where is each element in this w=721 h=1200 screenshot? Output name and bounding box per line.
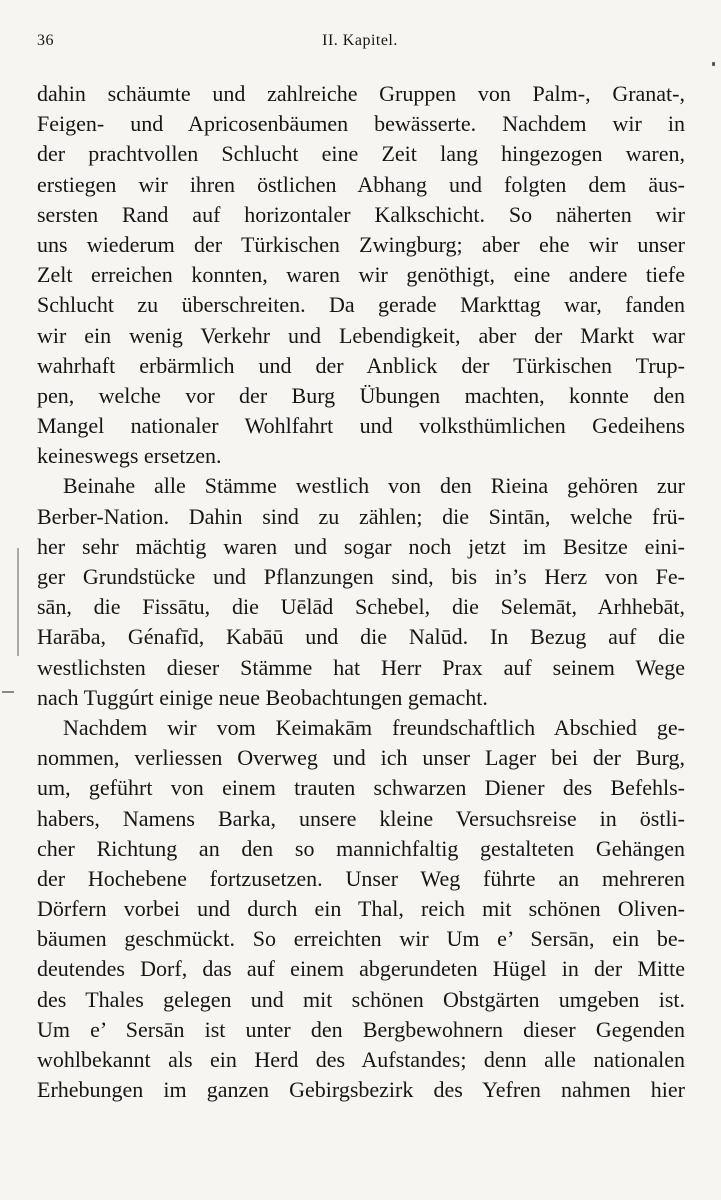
print-speck (712, 62, 715, 66)
text-line: wohlbekannt als ein Herd des Aufstandes; denn alle nationalen (37, 1047, 685, 1072)
text-line: der prachtvollen Schlucht eine Zeit lang hingezogen waren, (37, 141, 685, 167)
text-line: erstiegen wir ihren östlichen Abhang und folgten dem äus- (37, 171, 685, 197)
page-number: 36 (37, 32, 54, 49)
text-line: pen, welche vor der Burg Übungen machten, konnte den (37, 382, 685, 408)
text-line: Beinahe alle Stämme westlich von den Rieina gehören zur (63, 473, 685, 499)
text-line: sān, die Fissātu, die Uēlād Schebel, die Selemāt, Arhhebāt, (37, 594, 685, 620)
margin-mark-line (17, 548, 19, 656)
margin-mark-dash (2, 691, 14, 693)
body-text (37, 79, 685, 1105)
text-line: nommen, verliessen Overweg und ich unser Lager bei der Burg, (37, 745, 685, 771)
text-line: um, geführt von einem trauten schwarzen Diener des Befehls- (37, 775, 685, 801)
text-line: nach Tuggúrt einige neue Beobachtungen gemacht. (37, 684, 488, 710)
text-line: Harāba, Génafīd, Kabāū und die Nalūd. In Bezug auf die (37, 624, 685, 650)
text-line: Feigen- und Apricosenbäumen bewässerte. Nachdem wir in (37, 111, 685, 137)
text-line: Schlucht zu überschreiten. Da gerade Markttag war, fanden (37, 292, 685, 318)
text-line: Zelt erreichen konnten, waren wir genöthigt, eine andere tiefe (37, 262, 685, 288)
text-line: Berber-Nation. Dahin sind zu zählen; die Sintān, welche frü- (37, 503, 685, 529)
text-line: uns wiederum der Türkischen Zwingburg; aber ehe wir unser (37, 231, 685, 257)
running-head: II. Kapitel. (322, 32, 398, 49)
text-line: westlichsten dieser Stämme hat Herr Prax auf seinem Wege (37, 654, 685, 680)
text-line: des Thales gelegen und mit schönen Obstgärten umgeben ist. (37, 986, 685, 1012)
text-line: her sehr mächtig waren und sogar noch jetzt im Besitze eini- (37, 533, 685, 559)
text-line: dahin schäumte und zahlreiche Gruppen von Palm-, Granat-, (37, 81, 685, 106)
text-line: Um e’ Sersān ist unter den Bergbewohnern dieser Gegenden (37, 1016, 685, 1042)
text-line: Nachdem wir vom Keimakām freundschaftlich Abschied ge- (63, 714, 685, 740)
text-line: Dörfern vorbei und durch ein Thal, reich mit schönen Oliven- (37, 896, 685, 922)
text-line: deutendes Dorf, das auf einem abgerundeten Hügel in der Mitte (37, 956, 685, 982)
text-line: Mangel nationaler Wohlfahrt und volksthümlichen Gedeihens (37, 413, 685, 439)
text-line: wahrhaft erbärmlich und der Anblick der Türkischen Trup- (37, 352, 685, 378)
text-line: ger Grundstücke und Pflanzungen sind, bis in’s Herz von Fe- (37, 564, 685, 589)
text-line: der Hochebene fortzusetzen. Unser Weg führte an mehreren (37, 865, 685, 891)
text-line: bäumen geschmückt. So erreichten wir Um e’ Sersān, ein be- (37, 926, 685, 952)
page-header (37, 32, 683, 58)
text-line: cher Richtung an den so mannichfaltig gestalteten Gehängen (37, 835, 685, 861)
text-line: habers, Namens Barka, unsere kleine Versuchsreise in östli- (37, 805, 685, 831)
text-line: keineswegs ersetzen. (37, 443, 222, 469)
text-line: sersten Rand auf horizontaler Kalkschicht. So näherten wir (37, 201, 685, 227)
text-line: Erhebungen im ganzen Gebirgsbezirk des Yefren nahmen hier (37, 1077, 685, 1103)
text-line: wir ein wenig Verkehr und Lebendigkeit, aber der Markt war (37, 322, 685, 348)
